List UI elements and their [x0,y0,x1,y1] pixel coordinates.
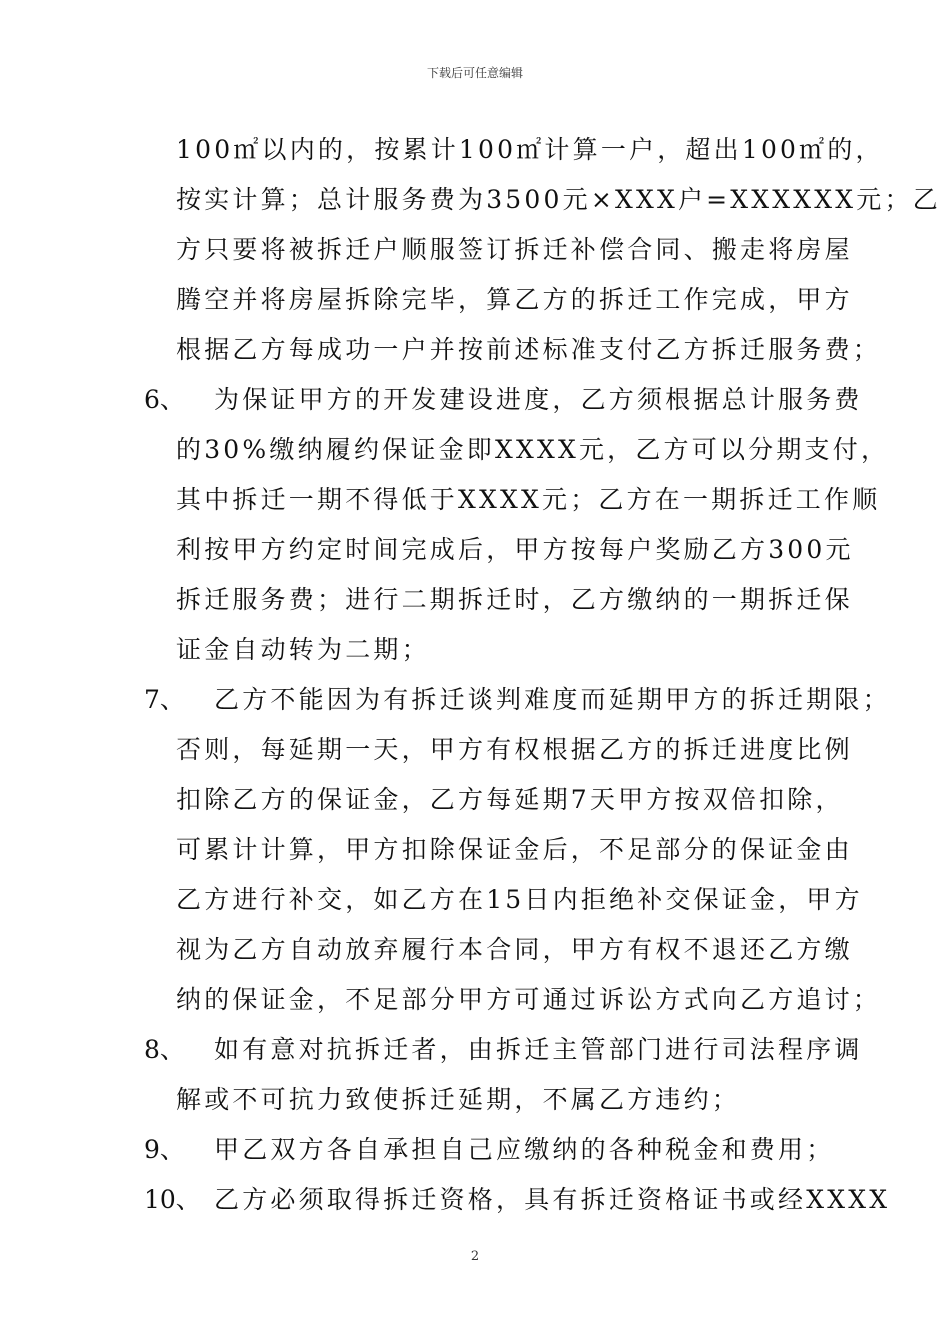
item-number-8: 8、 [144,1035,185,1064]
text-line: 腾空并将房屋拆除完毕，算乙方的拆迁工作完成，甲方 [176,285,853,314]
text-line: 甲乙双方各自承担自己应缴纳的各种税金和费用； [214,1135,835,1164]
text-line: 证金自动转为二期； [176,635,430,664]
text-line: 乙方进行补交，如乙方在15日内拒绝补交保证金，甲方 [176,885,863,914]
item-number-9: 9、 [144,1135,185,1164]
header-note: 下载后可任意编辑 [426,66,523,80]
text-line: 为保证甲方的开发建设进度，乙方须根据总计服务费 [214,385,863,414]
text-line: 按实计算；总计服务费为3500元×XXX户=XXXXXX元；乙 [176,185,941,214]
item-number-6: 6、 [144,385,185,414]
text-line: 视为乙方自动放弃履行本合同，甲方有权不退还乙方缴 [176,935,853,964]
text-line: 可累计计算，甲方扣除保证金后，不足部分的保证金由 [176,835,853,864]
text-line: 否则，每延期一天，甲方有权根据乙方的拆迁进度比例 [176,735,853,764]
text-line: 100㎡以内的，按累计100㎡计算一户，超出100㎡的， [176,135,884,164]
text-line: 利按甲方约定时间完成后，甲方按每户奖励乙方300元 [176,535,854,564]
item-number-7: 7、 [144,685,185,714]
text-line: 如有意对抗拆迁者，由拆迁主管部门进行司法程序调 [214,1035,863,1064]
text-line: 纳的保证金，不足部分甲方可通过诉讼方式向乙方追讨； [176,985,882,1014]
text-line: 拆迁服务费；进行二期拆迁时，乙方缴纳的一期拆迁保 [176,585,853,614]
text-line: 解或不可抗力致使拆迁延期，不属乙方违约； [176,1085,741,1114]
text-line: 根据乙方每成功一户并按前述标准支付乙方拆迁服务费； [176,335,882,364]
text-line: 乙方必须取得拆迁资格，具有拆迁资格证书或经XXXX [214,1185,891,1214]
text-line: 乙方不能因为有拆迁谈判难度而延期甲方的拆迁期限； [214,685,891,714]
text-line: 的30%缴纳履约保证金即XXXX元，乙方可以分期支付， [176,435,890,464]
text-line: 扣除乙方的保证金，乙方每延期7天甲方按双倍扣除， [176,785,844,814]
item-number-10: 10、 [144,1185,201,1214]
text-line: 方只要将被拆迁户顺服签订拆迁补偿合同、搬走将房屋 [176,235,853,264]
page-number: 2 [470,1249,480,1264]
text-line: 其中拆迁一期不得低于XXXX元；乙方在一期拆迁工作顺 [176,485,881,514]
